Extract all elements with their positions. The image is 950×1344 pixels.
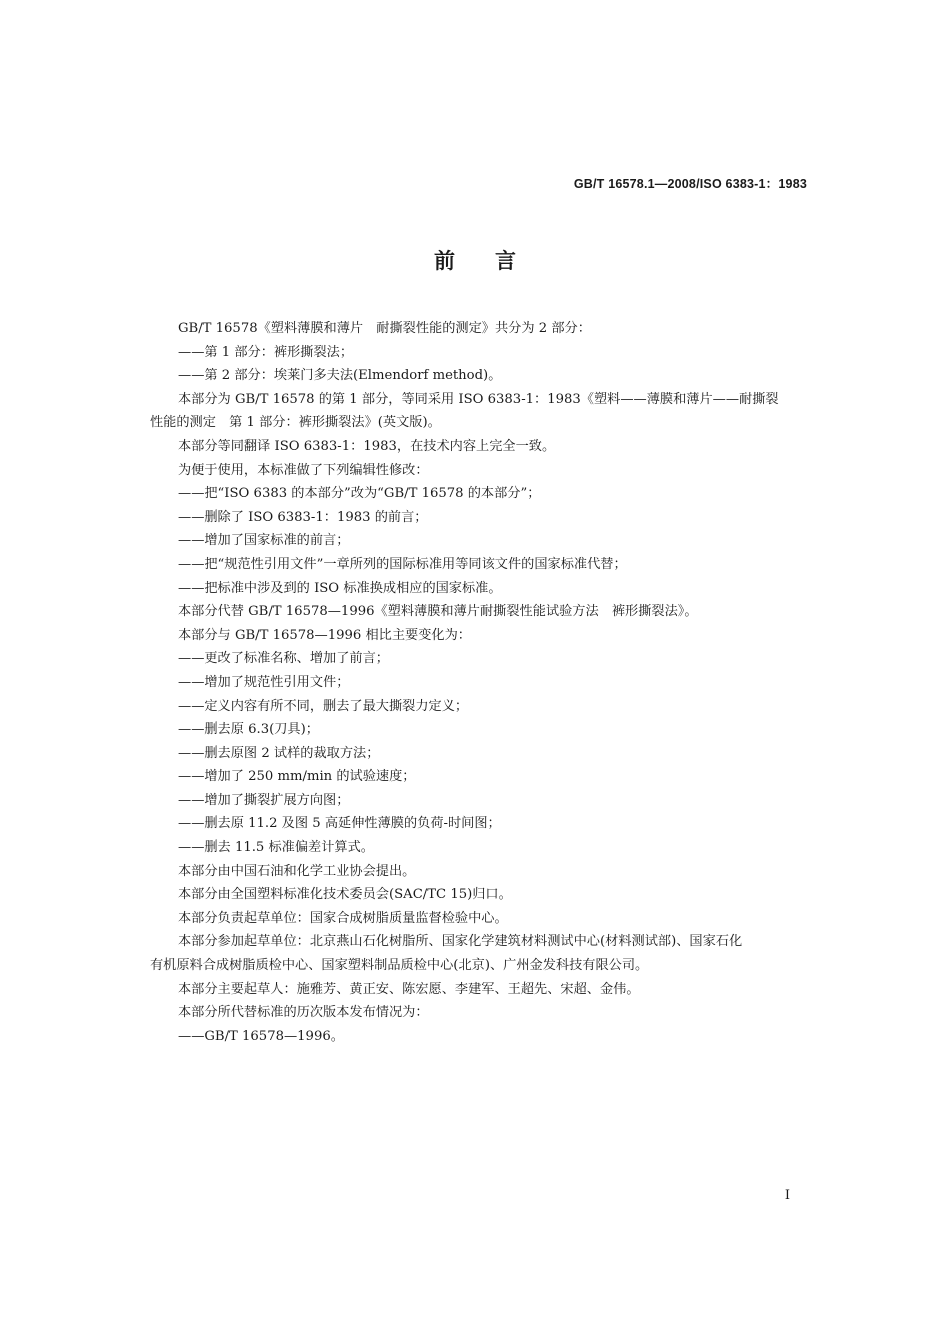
- paragraph-line: 本部分由中国石油和化学工业协会提出。: [178, 863, 416, 879]
- paragraph-line: GB/T 16578《塑料薄膜和薄片 耐撕裂性能的测定》共分为 2 部分：: [178, 321, 591, 336]
- list-item: ——删去原 11.2 及图 5 高延伸性薄膜的负荷-时间图；: [178, 816, 501, 832]
- paragraph-line: 本部分与 GB/T 16578—1996 相比主要变化为：: [178, 627, 471, 643]
- list-item: ——删除了 ISO 6383-1：1983 的前言；: [178, 509, 428, 525]
- paragraph-line: 本部分由全国塑料标准化技术委员会(SAC/TC 15)归口。: [178, 887, 512, 903]
- paragraph-line: 本部分代替 GB/T 16578—1996《塑料薄膜和薄片耐撕裂性能试验方法 裤形撕裂法》。: [178, 604, 698, 620]
- list-item: ——更改了标准名称、增加了前言；: [178, 651, 389, 667]
- paragraph-line: 本部分负责起草单位：国家合成树脂质量监督检验中心。: [178, 910, 508, 926]
- paragraph-line: 本部分为 GB/T 16578 的第 1 部分，等同采用 ISO 6383-1：1983《塑料——薄膜和薄片——耐撕裂: [178, 391, 779, 407]
- list-item: ——删去原 6.3(刀具)；: [178, 722, 319, 738]
- list-item: ——删去 11.5 标准偏差计算式。: [178, 840, 374, 856]
- page-title: 前言: [434, 249, 556, 273]
- list-item: ——增加了规范性引用文件；: [178, 674, 350, 690]
- list-item: ——定义内容有所不同，删去了最大撕裂力定义；: [178, 698, 469, 714]
- list-item: ——GB/T 16578—1996。: [178, 1028, 344, 1044]
- paragraph-line: 本部分所代替标准的历次版本发布情况为：: [178, 1005, 429, 1021]
- list-item: ——增加了国家标准的前言；: [178, 533, 350, 549]
- page-number: I: [784, 1188, 790, 1203]
- paragraph-continuation: 性能的测定 第 1 部分：裤形撕裂法》(英文版)。: [150, 415, 441, 431]
- list-item: ——把“ISO 6383 的本部分”改为“GB/T 16578 的本部分”；: [178, 486, 541, 502]
- standard-code: GB/T 16578.1—2008/ISO 6383-1：1983: [573, 177, 807, 191]
- paragraph-continuation: 有机原料合成树脂质检中心、国家塑料制品质检中心(北京)、广州金发科技有限公司。: [150, 958, 649, 974]
- paragraph-line: 本部分主要起草人：施雅芳、黄正安、陈宏愿、李建军、王超先、宋超、金伟。: [178, 981, 640, 997]
- paragraph-line: 本部分参加起草单位：北京燕山石化树脂所、国家化学建筑材料测试中心(材料测试部)、国家石化: [178, 934, 743, 950]
- list-item: ——删去原图 2 试样的裁取方法；: [178, 745, 380, 761]
- list-item: ——第 1 部分：裤形撕裂法；: [178, 344, 354, 360]
- list-item: ——增加了撕裂扩展方向图；: [178, 792, 350, 808]
- list-item: ——把标准中涉及到的 ISO 标准换成相应的国家标准。: [178, 580, 502, 596]
- list-item: ——增加了 250 mm/min 的试验速度；: [178, 769, 416, 785]
- paragraph-line: 为便于使用，本标准做了下列编辑性修改：: [178, 462, 429, 478]
- list-item: ——第 2 部分：埃莱门多夫法(Elmendorf method)。: [178, 368, 502, 384]
- document-body: [150, 317, 808, 1048]
- list-item: ——把“规范性引用文件”一章所列的国际标准用等同该文件的国家标准代替；: [178, 556, 627, 572]
- paragraph-line: 本部分等同翻译 ISO 6383-1：1983，在技术内容上完全一致。: [178, 438, 556, 454]
